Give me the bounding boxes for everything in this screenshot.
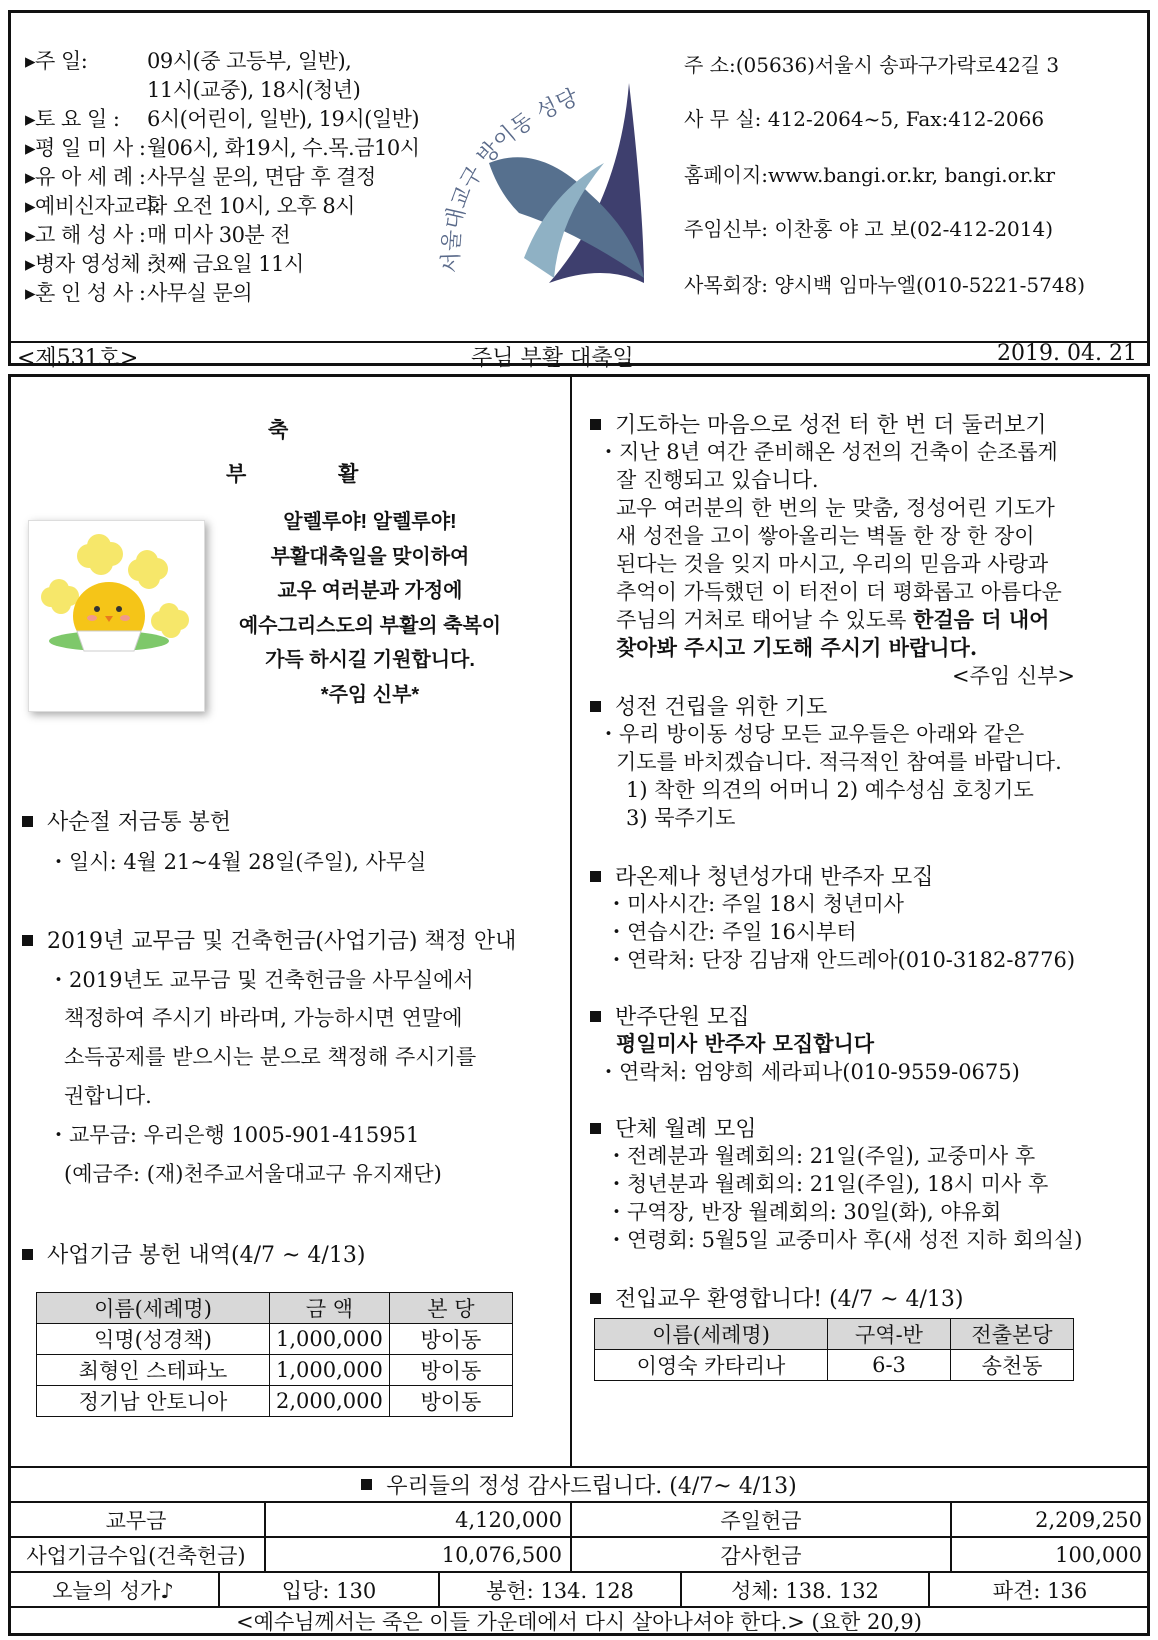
table-header: 구역-반 [828,1319,951,1350]
section-title: 전입교우 환영합니다! (4/7 ~ 4/13) [590,1282,964,1313]
schedule-row: ▸유 아 세 례 :사무실 문의, 면담 후 결정 [25,165,376,189]
bullet-square-icon [22,935,33,946]
table-header: 전출본당 [951,1319,1074,1350]
bullet-square-icon [22,1249,33,1260]
logo-arc-text: 서울대교구 방이동 성당 [439,85,582,274]
schedule-row: ▸고 해 성 사 :매 미사 30분 전 [25,223,291,247]
column-divider [570,377,572,1467]
bullet-square-icon [590,1123,601,1134]
hymn-label: 오늘의 성가♪ [52,1578,174,1603]
section-title: 라온제나 청년성가대 반주자 모집 [590,860,934,891]
feast-title: 주님 부활 대축일 [471,346,634,371]
table-row: 정기남 안토니아 2,000,000 방이동 [37,1386,513,1417]
schedule-row: ▸병자 영성체 :첫째 금요일 11시 [25,252,304,276]
schedule-row: ▸평 일 미 사 :월06시, 화19시, 수.목.금10시 [25,136,420,160]
offering-row: 사업기금수입(건축헌금) 10,076,500 감사헌금 100,000 [8,1538,1150,1573]
hymn-row [8,1573,1150,1608]
schedule-row: ▸토 요 일 : 6시(어린이, 일반), 19시(일반) [25,107,420,131]
bullet-square-icon [590,871,601,882]
chick-icon [29,521,204,711]
table-header: 이름(세례명) [595,1319,828,1350]
greeting-char: 활 [338,461,359,486]
offering-row: 교무금 4,120,000 주일헌금 2,209,250 [8,1503,1150,1538]
greeting-signature: *주임 신부* [320,683,420,706]
fund-table [36,1292,513,1417]
newsletter-header [8,10,1150,371]
section-title: 사순절 저금통 봉헌 [22,805,231,836]
table-row: 이영숙 카타리나 6-3 송천동 [595,1350,1074,1381]
welcome-table [594,1318,1074,1381]
section-title: 성전 건립을 위한 기도 [590,690,827,721]
bullet-square-icon [22,816,33,827]
bullet-square-icon [590,701,601,712]
pastor-signature: <주임 신부> [952,664,1076,688]
bullet-square-icon [590,1293,601,1304]
section-title: 2019년 교무금 및 건축헌금(사업기금) 책정 안내 [22,924,516,955]
schedule-row: 11시(교중), 18시(청년) [147,78,361,102]
schedule-row: ▸주 일: 09시(중 고등부, 일반), [25,49,352,73]
table-header: 본 당 [389,1293,512,1324]
info-row-council: 사목회장: 양시백 임마누엘(010-5221-5748) [684,273,1086,297]
info-row-homepage: 홈페이지:www.bangi.or.kr, bangi.or.kr [684,163,1056,187]
schedule-row: ▸혼 인 성 사 :사무실 문의 [25,281,253,305]
info-row-address: 주 소:(05636)서울시 송파구가락로42길 3 [684,53,1060,77]
hymn-communion: 성체: 138. 132 [680,1573,928,1606]
issue-number: <제531호> [17,346,139,371]
greeting-message: 알렐루야! 알렐루야! 부활대축일을 맞이하여 교우 여러분과 가정에 예수그리스도의 부활의 축복이 가득 하시길 기원합니다. *주임 신부* [220,505,520,712]
info-row-pastor: 주임신부: 이찬홍 야 고 보(02-412-2014) [684,217,1054,241]
issue-date: 2019. 04. 21 [997,341,1137,366]
hymn-dismissal: 파견: 136 [928,1573,1150,1606]
bullet-square-icon [590,1011,601,1022]
bullet-square-icon [361,1479,372,1490]
table-row: 익명(성경책) 1,000,000 방이동 [37,1324,513,1355]
table-header: 금 액 [270,1293,390,1324]
hymn-entrance: 입당: 130 [218,1573,438,1606]
scripture-verse: <예수님께서는 죽은 이들 가운데에서 다시 살아나셔야 한다.> (요한 20,9) [236,1610,922,1634]
table-header: 이름(세례명) [37,1293,270,1324]
bullet-square-icon [590,419,601,430]
thanks-title-row: 우리들의 정성 감사드립니다. (4/7~ 4/13) [8,1468,1150,1503]
hymn-offertory: 봉헌: 134. 128 [438,1573,680,1606]
section-title: 사업기금 봉헌 내역(4/7 ~ 4/13) [22,1238,365,1269]
section-title: 기도하는 마음으로 성전 터 한 번 더 둘러보기 [590,408,1047,439]
section-title: 단체 월례 모임 [590,1112,757,1143]
section-title: 반주단원 모집 [590,1000,750,1031]
schedule-row: ▸예비신자교리:화 오전 10시, 오후 8시 [25,194,355,218]
greeting-char: 부 [226,461,247,486]
emphasis-text: 한걸음 더 내어 [913,607,1050,632]
greeting-char: 축 [268,417,289,442]
issue-bar [11,343,1147,369]
table-row: 최형인 스테파노 1,000,000 방이동 [37,1355,513,1386]
chick-illustration [28,520,205,712]
parish-logo [429,43,699,303]
bank-account: ・교무금: 우리은행 1005-901-415951 [48,1123,420,1147]
info-row-office: 사 무 실: 412-2064~5, Fax:412-2066 [684,107,1045,131]
